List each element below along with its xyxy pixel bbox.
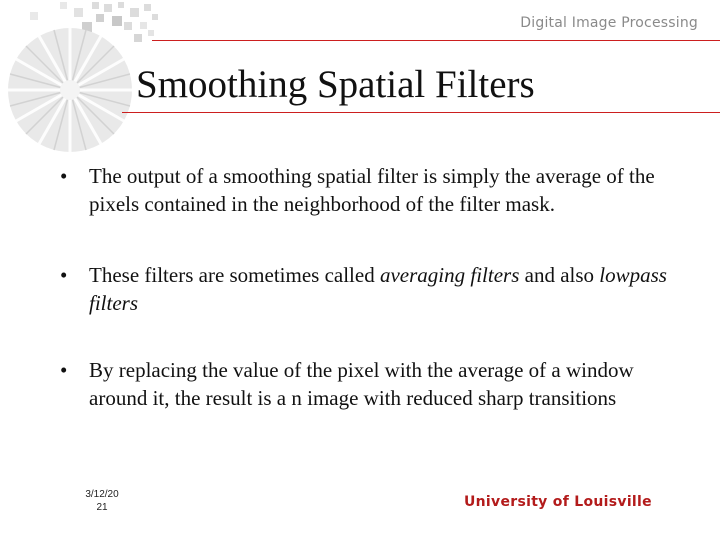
emphasis-term: lowpass filters — [89, 263, 667, 315]
header-rule — [152, 40, 720, 41]
slide-title: Smoothing Spatial Filters — [136, 63, 535, 106]
footer-date: 3/12/20 — [85, 489, 119, 500]
bullet-text: The output of a smoothing spatial filter is simply the average of the pixels contained in the neighborhood of the filter mask. — [89, 164, 655, 216]
bullet-item — [60, 163, 670, 218]
bullet-item — [60, 357, 670, 412]
page-number: 21 — [96, 502, 108, 513]
footer-organization: University of Louisville — [464, 494, 652, 510]
bullet-text: By replacing the value of the pixel with the average of a window around it, the result is a n image with reduced sharp transitions — [89, 358, 634, 410]
bullet-text: These filters are sometimes called — [89, 263, 380, 287]
bullet-dot-icon: • — [60, 263, 68, 287]
bullet-text: and also — [519, 263, 600, 287]
course-title: Digital Image Processing — [520, 15, 698, 31]
bullet-item — [60, 262, 670, 317]
bullet-dot-icon: • — [60, 358, 68, 382]
bullet-dot-icon: • — [60, 164, 68, 188]
title-rule — [122, 112, 720, 113]
bullet-list — [60, 163, 670, 456]
emphasis-term: averaging filters — [379, 263, 520, 287]
footer-date-block — [84, 488, 120, 514]
